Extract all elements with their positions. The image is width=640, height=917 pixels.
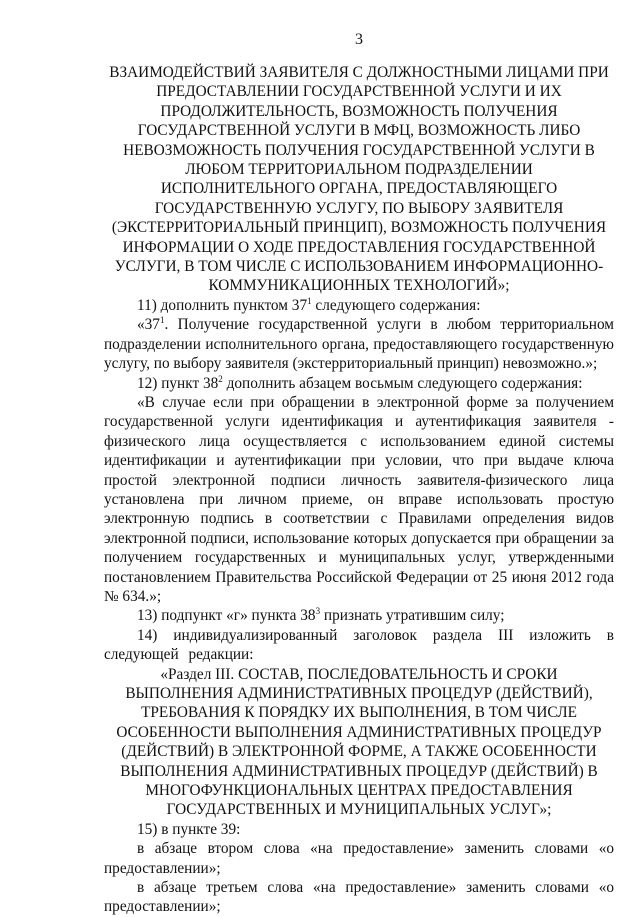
- item-12-prefix: 12) пункт 38: [137, 374, 219, 392]
- item-11-quote-prefix: «37: [137, 316, 160, 334]
- item-11-sup: 1: [307, 295, 312, 306]
- section-3-line: «Раздел III. СОСТАВ, ПОСЛЕДОВАТЕЛЬНОСТЬ И СРОКИ: [160, 665, 558, 683]
- section-3-line: (ДЕЙСТВИЙ) В ЭЛЕКТРОННОЙ ФОРМЕ, А ТАКЖЕ ОСОБЕННОСТИ: [121, 743, 597, 761]
- item-12-quote: «В случае если при обращении в электронной форме за получением государственной услуги идентификация и аутентификация заявителя - физического лица осуществляется с использованием единой системы идентификации и аутентификации при условии, что при выдаче ключа простой электронной подписи личность заявителя-физического лица установлена при личном приеме, он вправе использовать простую электронную подпись в соответствии с Правилами определения видов электронной подписи, использование которых допускается при обращении за получением государственных и муниципальных услуг, утвержденными постановлением Правительства Российской Федерации от 25 июня 2012 года № 634.»;: [104, 393, 614, 605]
- heading-line: ИСПОЛНИТЕЛЬНОГО ОРГАНА, ПРЕДОСТАВЛЯЮЩЕГО: [160, 180, 558, 198]
- heading-continuation: [104, 63, 614, 296]
- section-3-line: МНОГОФУНКЦИОНАЛЬНЫХ ЦЕНТРАХ ПРЕДОСТАВЛЕНИЯ: [145, 782, 573, 800]
- item-12-suffix: дополнить абзацем восьмым следующего содержания:: [222, 374, 583, 392]
- item-13-prefix: 13) подпункт «г» пункта 38: [137, 607, 316, 625]
- section-3-line: ТРЕБОВАНИЯ К ПОРЯДКУ ИХ ВЫПОЛНЕНИЯ, В ТОМ ЧИСЛЕ: [141, 704, 577, 722]
- section-3-line: ВЫПОЛНЕНИЯ АДМИНИСТРАТИВНЫХ ПРОЦЕДУР (ДЕЙСТВИЙ) В: [120, 762, 598, 780]
- item-11-quote-sup: 1: [159, 315, 165, 326]
- item-11-prefix: 11) дополнить пунктом 37: [137, 296, 308, 314]
- section-3-line: ГОСУДАРСТВЕННЫХ И МУНИЦИПАЛЬНЫХ УСЛУГ»;: [166, 801, 552, 819]
- item-15: 15) в пункте 39:: [137, 820, 241, 838]
- heading-line: ГОСУДАРСТВЕННУЮ УСЛУГУ, ПО ВЫБОРУ ЗАЯВИТЕЛЯ: [154, 199, 564, 217]
- item-11-quote-text: . Получение государственной услуги в любом территориальном подразделении исполнительного органа, предоставляющего государственную услугу, по выбору заявителя (экстерриториальный принцип) невозможно.»;: [104, 316, 614, 373]
- heading-line: ИНФОРМАЦИИ О ХОДЕ ПРЕДОСТАВЛЕНИЯ ГОСУДАРСТВЕННОЙ: [122, 238, 596, 256]
- section-3-title: [104, 665, 614, 820]
- item-12-sup: 2: [218, 373, 223, 384]
- heading-line: (ЭКСТЕРРИТОРИАЛЬНЫЙ ПРИНЦИП), ВОЗМОЖНОСТЬ ПОЛУЧЕНИЯ: [111, 219, 607, 237]
- heading-line: ЛЮБОМ ТЕРРИТОРИАЛЬНОМ ПОДРАЗДЕЛЕНИИ: [185, 161, 533, 179]
- item-14: 14) индивидуализированный заголовок раздела III изложить в следующей редакции:: [104, 626, 614, 664]
- item-11-quote: [104, 315, 614, 373]
- item-11-suffix: следующего содержания:: [311, 296, 481, 314]
- heading-line: ПРЕДОСТАВЛЕНИИ ГОСУДАРСТВЕННОЙ УСЛУГИ И ИХ: [156, 83, 562, 101]
- item-11: [104, 296, 614, 315]
- heading-line: НЕВОЗМОЖНОСТЬ ПОЛУЧЕНИЯ ГОСУДАРСТВЕННОЙ УСЛУГИ В: [123, 141, 595, 159]
- item-13-sup: 3: [315, 606, 321, 617]
- item-13: [104, 606, 614, 625]
- heading-line: УСЛУГИ, В ТОМ ЧИСЛЕ С ИСПОЛЬЗОВАНИЕМ ИНФОРМАЦИОННО-: [114, 258, 604, 276]
- heading-line: ВЗАИМОДЕЙСТВИЙ ЗАЯВИТЕЛЯ С ДОЛЖНОСТНЫМИ ЛИЦАМИ ПРИ: [109, 64, 609, 81]
- heading-line: ПРОДОЛЖИТЕЛЬНОСТЬ, ВОЗМОЖНОСТЬ ПОЛУЧЕНИЯ: [160, 102, 558, 120]
- section-3-line: ОСОБЕННОСТИ ВЫПОЛНЕНИЯ АДМИНИСТРАТИВНЫХ ПРОЦЕДУР: [116, 723, 602, 741]
- section-3-line: ВЫПОЛНЕНИЯ АДМИНИСТРАТИВНЫХ ПРОЦЕДУР (ДЕЙСТВИЙ),: [125, 685, 593, 702]
- heading-line: КОММУНИКАЦИОННЫХ ТЕХНОЛОГИЙ»;: [208, 277, 510, 295]
- item-13-suffix: признать утратившим силу;: [320, 607, 505, 625]
- item-12: [104, 374, 614, 393]
- item-15-paragraph-b: в абзаце третьем слова «на предоставление» заменить словами «о предоставлении»;: [104, 879, 614, 916]
- page-number: 3: [355, 31, 363, 48]
- heading-line: ГОСУДАРСТВЕННОЙ УСЛУГИ В МФЦ, ВОЗМОЖНОСТЬ ЛИБО: [137, 122, 581, 140]
- item-15-paragraph-a: в абзаце втором слова «на предоставление» заменить словами «о предоставлении»;: [104, 840, 614, 877]
